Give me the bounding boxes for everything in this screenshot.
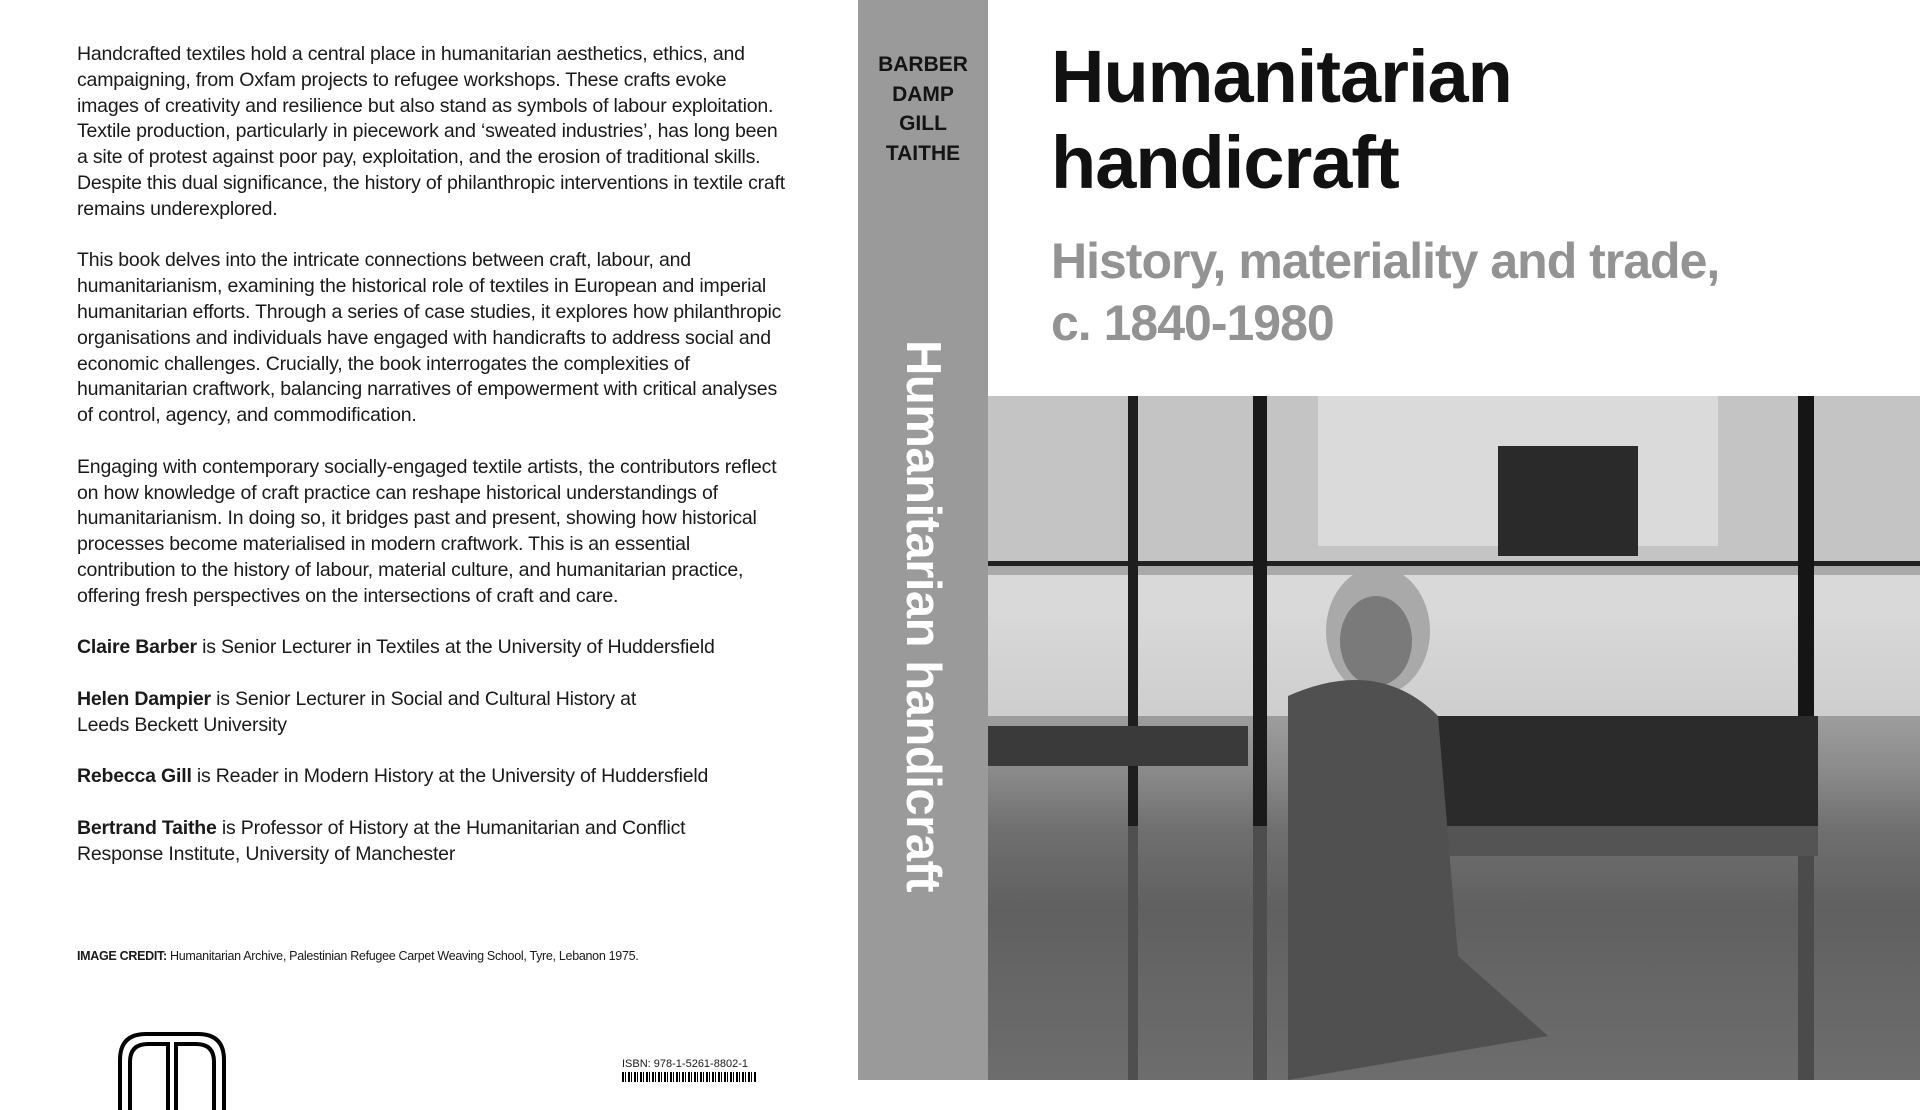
isbn: ISBN: 978-1-5261-8802-1 <box>622 1058 748 1070</box>
spine-author: DAMP <box>892 82 954 106</box>
back-cover <box>0 0 858 1080</box>
spine-author: GILL <box>899 112 947 135</box>
credit-text: Humanitarian Archive, Palestinian Refugee Carpet Weaving School, Tyre, Lebanon 1975. <box>166 949 639 963</box>
title-line: handicraft <box>1051 121 1399 204</box>
author-bio <box>77 764 787 790</box>
author-bio <box>77 635 787 661</box>
spine-title: Humanitarian handicraft <box>896 340 950 893</box>
subtitle-line: c. 1840-1980 <box>1051 295 1334 351</box>
publisher-logo-icon <box>116 1030 228 1110</box>
blurb <box>77 42 787 893</box>
bio-text: is Senior Lecturer in Social and Cultural History at Leeds Beckett University <box>77 687 637 736</box>
front-cover <box>988 0 1920 1080</box>
author-bio <box>77 816 757 868</box>
title-line: Humanitarian <box>1051 35 1512 118</box>
image-credit <box>77 949 638 963</box>
author-name: Claire Barber <box>77 636 197 659</box>
spine-author: BARBER <box>878 53 968 76</box>
credit-label: IMAGE CREDIT: <box>77 949 167 963</box>
author-name: Bertrand Taithe <box>77 816 217 839</box>
author-name: Helen Dampier <box>77 687 211 710</box>
book-title <box>1051 34 1512 206</box>
book-subtitle <box>1051 230 1719 354</box>
subtitle-line: History, materiality and trade, <box>1051 233 1720 289</box>
spine-authors <box>858 50 988 168</box>
author-bio <box>77 687 637 739</box>
blurb-paragraph: Engaging with contemporary socially-engaged textile artists, the contributors reflect on how knowledge of craft practice can reshape historical understandings of humanitarianism. In doing so, it bridges past and present, showing how historical processes become materialised in modern craftwork. This is an essential contribution to the history of labour, material culture, and humanitarian practice, offering fresh perspectives on the intersections of craft and care. <box>77 455 777 607</box>
cover-photo-image <box>988 396 1920 1080</box>
bio-text: is Professor of History at the Humanitarian and Conflict Response Institute, University of Manchester <box>77 816 686 865</box>
blurb-paragraph: Handcrafted textiles hold a central place in humanitarian aesthetics, ethics, and campaigning, from Oxfam projects to refugee workshops. These crafts evoke images of creativity and resilience but also stand as symbols of labour exploitation. Textile production, particularly in piecework and ‘sweated industries’, has long been a site of protest against poor pay, exploitation, and the erosion of traditional skills. Despite this dual significance, the history of philanthropic interventions in textile craft remains underexplored. <box>77 43 786 220</box>
bio-text: is Reader in Modern History at the University of Huddersfield <box>191 765 709 788</box>
spine <box>858 0 988 1080</box>
cover-title-panel <box>988 0 1920 396</box>
barcode <box>622 1072 756 1082</box>
author-name: Rebecca Gill <box>77 765 192 788</box>
spine-author: TAITHE <box>885 141 961 165</box>
cover-photo <box>988 396 1920 1080</box>
blurb-paragraph: This book delves into the intricate connections between craft, labour, and humanitarianism, examining the historical role of textiles in European and imperial humanitarian efforts. Through a series of case studies, it explores how philanthropic organisations and individuals have engaged with handicrafts to address social and economic challenges. Crucially, the book interrogates the complexities of humanitarian craftwork, balancing narratives of empowerment with critical analyses of control, agency, and commodification. <box>77 249 782 427</box>
bio-text: is Senior Lecturer in Textiles at the University of Huddersfield <box>196 636 715 659</box>
